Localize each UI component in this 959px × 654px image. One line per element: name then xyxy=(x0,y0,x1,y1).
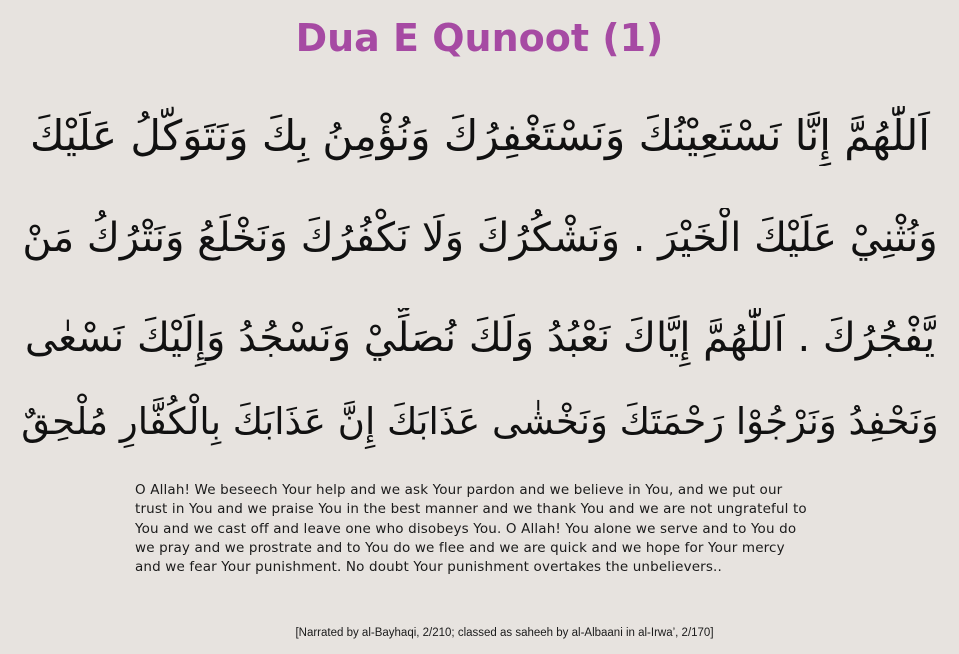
english-translation: O Allah! We beseech Your help and we ask Your pardon and we believe in You, and we put our trust in You and we praise You in the best manner and we thank You and we are not ungrateful to You and we cast off and leave one who disobeys You. O Allah! You alone we serve and to You do we pray and we prostrate and to You do we flee and we are quick and we hope for Your mercy and we fear Your punishment. No doubt Your punishment overtakes the unbelievers.. xyxy=(135,482,807,576)
arabic-line-2: وَنُثْنِيْ عَلَيْكَ الْخَيْرَ . وَنَشْكُرُكَ وَلَا نَكْفُرُكَ وَنَخْلَعُ وَنَتْرُكُ مَنْ xyxy=(22,215,938,261)
source-citation: [Narrated by al-Bayhaqi, 2/210; classed as saheeh by al-Albaani in al-Irwa’, 2/170] xyxy=(295,627,714,639)
arabic-line-4: وَنَحْفِدُ وَنَرْجُوْا رَحْمَتَكَ وَنَخْشٰى عَذَابَكَ إِنَّ عَذَابَكَ بِالْكُفَّارِ مُلْحِقٌ xyxy=(21,400,939,443)
arabic-text-block xyxy=(20,96,940,476)
arabic-line-1: اَللّٰهُمَّ إِنَّا نَسْتَعِيْنُكَ وَنَسْتَغْفِرُكَ وَنُؤْمِنُ بِكَ وَنَتَوَكَّلُ عَلَيْكَ xyxy=(30,111,930,160)
arabic-line-3: يَّفْجُرُكَ . اَللّٰهُمَّ إِيَّاكَ نَعْبُدُ وَلَكَ نُصَلِّيْ وَنَسْجُدُ وَإِلَيْكَ نَسْعٰى xyxy=(24,315,936,361)
page-title: Dua E Qunoot (1) xyxy=(295,16,664,60)
